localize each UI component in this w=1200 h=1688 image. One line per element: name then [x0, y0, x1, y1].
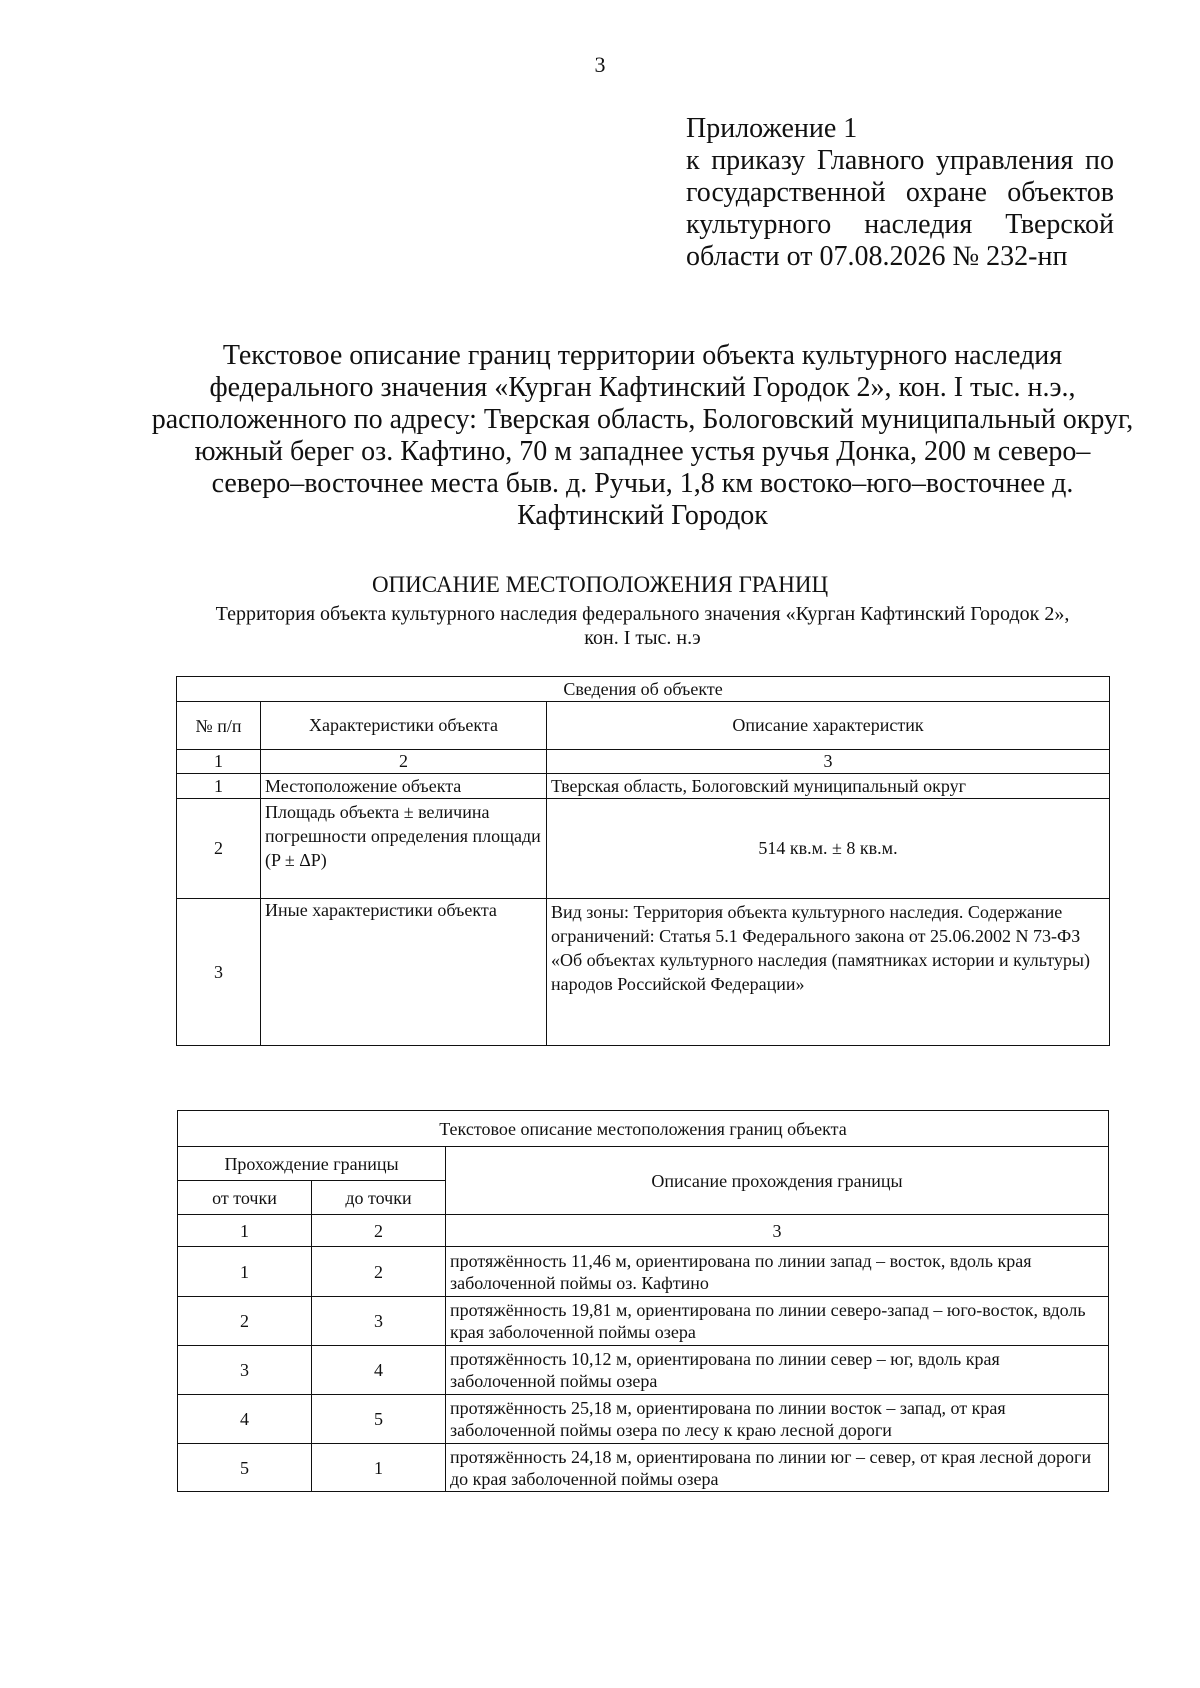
- header-to-point: до точки: [312, 1181, 446, 1215]
- row-name: Местоположение объекта: [261, 774, 547, 799]
- header-description: Описание характеристик: [547, 702, 1110, 750]
- row-number: 1: [177, 774, 261, 799]
- to-point: 4: [312, 1346, 446, 1395]
- boundary-description: протяжённость 19,81 м, ориентирована по линии северо-запад – юго-восток, вдоль края заболоченной поймы озера: [446, 1297, 1109, 1346]
- row-description: Тверская область, Бологовский муниципальный округ: [547, 774, 1110, 799]
- table-row: [177, 899, 1110, 1046]
- to-point: 1: [312, 1444, 446, 1492]
- from-point: 2: [178, 1297, 312, 1346]
- section-subtitle-line1: Территория объекта культурного наследия федерального значения «Курган Кафтинский Городок 2»,: [215, 603, 1070, 625]
- object-info-table: [176, 676, 1110, 1046]
- section-title: ОПИСАНИЕ МЕСТОПОЛОЖЕНИЯ ГРАНИЦ: [371, 572, 829, 597]
- column-number: 2: [312, 1215, 446, 1247]
- column-number: 3: [547, 750, 1110, 774]
- column-number: 3: [446, 1215, 1109, 1247]
- row-name: Иные характеристики объекта: [261, 899, 547, 1046]
- to-point: 2: [312, 1247, 446, 1297]
- header-from-point: от точки: [178, 1181, 312, 1215]
- boundary-description: протяжённость 11,46 м, ориентирована по линии запад – восток, вдоль края заболоченной поймы оз. Кафтино: [446, 1247, 1109, 1297]
- row-description: Вид зоны: Территория объекта культурного наследия. Содержание ограничений: Статья 5.1 Федерального закона от 25.06.2002 N 73-ФЗ «Об объектах культурного наследия (памятниках истории и культуры) народов Российской Федерации»: [547, 899, 1110, 1046]
- appendix-body: к приказу Главного управления по государственной охране объектов культурного наследия Тверской области от 07.08.2026 № 232-нп: [686, 145, 1114, 272]
- column-number: 2: [261, 750, 547, 774]
- table-row: [178, 1444, 1109, 1492]
- boundary-table: [177, 1110, 1109, 1492]
- header-boundary-description: Описание прохождения границы: [446, 1147, 1109, 1215]
- row-number: 3: [177, 899, 261, 1046]
- column-number: 1: [177, 750, 261, 774]
- row-name: Площадь объекта ± величина погрешности определения площади (P ± ΔP): [261, 799, 547, 899]
- table-row: [177, 774, 1110, 799]
- section-subtitle-line2: кон. I тыс. н.э: [584, 627, 701, 649]
- table-row: [178, 1247, 1109, 1297]
- row-description: 514 кв.м. ± 8 кв.м.: [547, 799, 1110, 899]
- appendix-block: [686, 113, 1114, 273]
- page-number: 3: [594, 52, 606, 77]
- from-point: 3: [178, 1346, 312, 1395]
- header-number: № п/п: [177, 702, 261, 750]
- header-characteristics: Характеристики объекта: [261, 702, 547, 750]
- table-row: [178, 1297, 1109, 1346]
- table-row: [178, 1346, 1109, 1395]
- row-number: 2: [177, 799, 261, 899]
- appendix-title: Приложение 1: [686, 113, 858, 144]
- boundary-table-caption: Текстовое описание местоположения границ объекта: [178, 1111, 1109, 1147]
- table-row: [178, 1395, 1109, 1444]
- boundary-description: протяжённость 24,18 м, ориентирована по линии юг – север, от края лесной дороги до края заболоченной поймы озера: [446, 1444, 1109, 1492]
- from-point: 5: [178, 1444, 312, 1492]
- boundary-description: протяжённость 25,18 м, ориентирована по линии восток – запад, от края заболоченной поймы озера по лесу к краю лесной дороги: [446, 1395, 1109, 1444]
- to-point: 3: [312, 1297, 446, 1346]
- boundary-description: протяжённость 10,12 м, ориентирована по линии север – юг, вдоль края заболоченной поймы озера: [446, 1346, 1109, 1395]
- header-boundary-passage: Прохождение границы: [178, 1147, 446, 1181]
- to-point: 5: [312, 1395, 446, 1444]
- from-point: 4: [178, 1395, 312, 1444]
- table-row: [177, 799, 1110, 899]
- section-subtitle: [150, 602, 1135, 650]
- document-title: Текстовое описание границ территории объекта культурного наследия федерального значения «Курган Кафтинский Городок 2», кон. I тыс. н.э., расположенного по адресу: Тверская область, Бологовский муниципальный округ, южный берег оз. Кафтино, 70 м западнее устья ручья Донка, 200 м северо–северо–восточнее места быв. д. Ручьи, 1,8 км востоко–юго–восточнее д. Кафтинский Городок: [151, 340, 1134, 531]
- column-number: 1: [178, 1215, 312, 1247]
- object-table-caption: Сведения об объекте: [177, 677, 1110, 702]
- from-point: 1: [178, 1247, 312, 1297]
